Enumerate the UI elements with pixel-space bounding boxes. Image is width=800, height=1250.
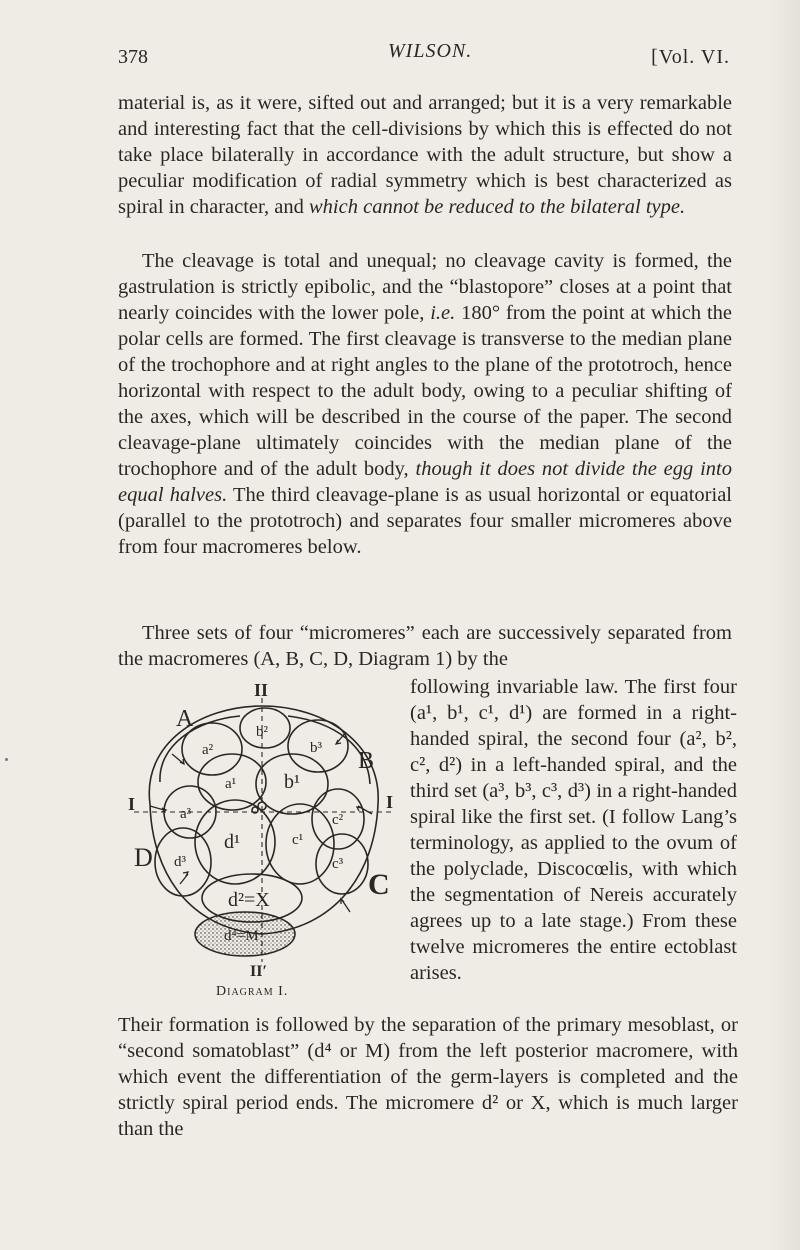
volume-label: [Vol. VI. (651, 46, 730, 68)
micromere-c2-label: c² (332, 812, 344, 828)
micromere-b1-label: b¹ (284, 771, 300, 793)
macromere-B-label: B (358, 748, 375, 774)
paragraph-1 (118, 90, 732, 220)
page-edge-shadow (770, 0, 800, 1250)
running-title: WILSON. (388, 40, 473, 62)
micromere-b2-label: b² (256, 724, 268, 740)
micromere-d3-label: d³ (174, 854, 186, 870)
paragraph-2-text-1: The cleavage is total and unequal; no cleavage cavity is formed, the gastrulation is strictly epibolic, and the “blastopore” closes at a point that nearly coincides with the lower pole, (118, 250, 732, 324)
figure-caption: Diagram I. (216, 984, 289, 999)
paragraph-3-bottom (118, 1012, 738, 1142)
axis-right-label: I (386, 792, 394, 812)
micromere-c3-label: c³ (332, 856, 344, 872)
mesoblast-dM-label: d⁴=M (224, 928, 259, 944)
paragraph-1-italic: which cannot be reduced to the bilateral type. (309, 196, 686, 218)
micromere-dX-label: d²=X (228, 889, 270, 911)
micromere-d1-label: d¹ (224, 831, 240, 853)
spiral-arrow (180, 872, 188, 884)
paragraph-3-bottom-text: Their formation is followed by the separation of the primary mesoblast, or “second somatoblast” (d⁴ or M) from the left posterior macromere, with which event the differentiation of the germ-layers is completed and the strictly spiral period ends. The micromere d² or X, which is much larger than the (118, 1014, 738, 1140)
micromere-a2-label: a² (202, 742, 214, 758)
macromere-D-label: D (134, 843, 153, 872)
micromere-c1-label: c¹ (292, 832, 304, 848)
axis-top-label: II (254, 684, 269, 700)
axis-bottom-label: II′ (250, 963, 267, 980)
spiral-arrow (357, 806, 372, 814)
page-number: 378 (118, 46, 148, 68)
macromere-A-label: A (176, 706, 194, 732)
axis-left-label: I (128, 794, 136, 814)
diagram-1-cleavage-figure (120, 684, 405, 984)
paragraph-3-top-text: Three sets of four “micromeres” each are successively separated from the macromeres (A, B, C, D, Diagram 1) by the (118, 622, 732, 670)
paragraph-2-text-2: 180° from the point at which the polar cells are formed. The first cleavage is transverse to the median plane of the trochophore and at right angles to the plane of the prototroch, hence horizontal with respect to the adult body, owing to a peculiar shifting of the axes, which will be described in the course of the paper. The second cleavage-plane ultimately coincides with the median plane of the trochophore and of the adult body, (118, 302, 732, 480)
micromere-a3-label: a³ (180, 806, 192, 822)
paragraph-1-text: material is, as it were, sifted out and arranged; but it is a very remarkable and interesting fact that the cell-divisions by which this is effected do not take place bilaterally in accordance with the adult structure, but show a peculiar modification of radial symmetry which is best characterized as spiral in character, and (118, 92, 732, 218)
spiral-arrow (341, 899, 350, 912)
paragraph-3-right-column (410, 674, 737, 986)
running-header (118, 40, 730, 72)
spiral-arrow (150, 806, 166, 812)
paragraph-2-italic: though it does not divide the egg into equal halves. (118, 458, 732, 506)
micromere-a1-label: a¹ (225, 776, 237, 792)
paper-speck (5, 758, 8, 761)
paragraph-3-top (118, 620, 732, 672)
paragraph-2-ie: i.e. (430, 302, 456, 324)
macromere-C-label: C (368, 868, 390, 901)
paragraph-2 (118, 248, 732, 560)
micromere-b3-label: b³ (310, 740, 322, 756)
paragraph-2-text-3: The third cleavage-plane is as usual horizontal or equatorial (parallel to the prototroch) and separates four smaller micromeres above from four macromeres below. (118, 484, 732, 558)
paragraph-3-right-text: following invariable law. The first four (a¹, b¹, c¹, d¹) are formed in a right-handed spiral, the second four (a², b², c², d²) in a left-handed spiral, and the third set (a³, b³, c³, d³) in a right-handed spiral like the first set. (I follow Lang’s terminology, as applied to the ovum of the polyclade, Discocœlis, with which the segmentation of Nereis accurately agrees up to a late stage.) From these twelve micromeres the entire ectoblast arises. (410, 676, 737, 984)
